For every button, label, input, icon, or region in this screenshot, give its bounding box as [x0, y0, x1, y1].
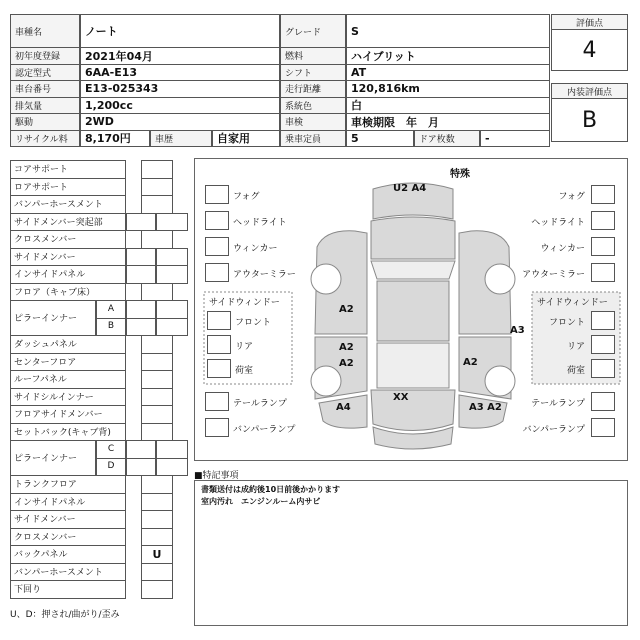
field-value: 2021年04月: [80, 47, 280, 65]
right-item-checkbox[interactable]: [591, 185, 615, 204]
pillar-sub-label: C: [96, 440, 126, 459]
frame-check-box: [156, 213, 188, 232]
frame-check-box: [141, 475, 173, 494]
right-side-window-title: サイドウィンドー: [537, 298, 608, 308]
mark-front: U2 A4: [393, 183, 427, 194]
doors-value: -: [480, 130, 550, 148]
field-label: 認定型式: [10, 64, 80, 82]
field-label: 燃料: [280, 47, 346, 65]
field-label: 走行距離: [280, 80, 346, 98]
frame-check-box: [156, 440, 188, 459]
frame-check-box: [141, 580, 173, 599]
right-window-label: フロント: [548, 318, 585, 328]
right-window-checkbox[interactable]: [591, 335, 615, 354]
pillar-sub-label: A: [96, 300, 126, 319]
car-outline: [195, 159, 629, 462]
frame-row-label: バンパーホースメント: [10, 563, 126, 582]
field-label: シフト: [280, 64, 346, 82]
notes-box: [194, 480, 628, 626]
frame-check-box: [156, 265, 188, 284]
right-item-checkbox[interactable]: [591, 237, 615, 256]
interior-score-value: B: [551, 98, 628, 142]
left-item-label: ウィンカー: [233, 244, 278, 254]
frame-check-box: [156, 300, 188, 319]
frame-check-box: [141, 388, 173, 407]
frame-check-box: [141, 370, 173, 389]
field-value: 1,200cc: [80, 97, 280, 115]
field-value: 120,816km: [346, 80, 550, 98]
frame-check-box: [156, 458, 188, 477]
frame-row-label: サイドメンバー: [10, 510, 126, 529]
frame-check-box: U: [141, 545, 173, 564]
score-value: 4: [551, 29, 628, 71]
diagram-title: 特殊: [450, 169, 470, 180]
history-value: 自家用: [212, 130, 280, 148]
left-window-label: 荷室: [235, 366, 254, 376]
left-side-window-title: サイドウィンドー: [209, 298, 280, 308]
field-label: 系統色: [280, 97, 346, 115]
field-label: 車検: [280, 113, 346, 131]
mark-right-rear: A2: [463, 357, 478, 368]
right-item-checkbox[interactable]: [591, 263, 615, 282]
frame-check-box: [141, 528, 173, 547]
frame-check-box: [141, 160, 173, 179]
frame-check-box: [126, 265, 156, 284]
frame-row-label: ピラーインナー: [10, 440, 96, 476]
frame-check-box: [141, 353, 173, 372]
frame-row-label: フロアサイドメンバー: [10, 405, 126, 424]
field-value: S: [346, 14, 550, 48]
right-window-label: リア: [566, 342, 585, 352]
frame-row-label: サイドメンバー突起部: [10, 213, 126, 232]
right-item-label: ウィンカー: [540, 244, 585, 254]
frame-check-box: [141, 405, 173, 424]
frame-check-box: [141, 423, 173, 442]
frame-row-label: フロア（キャブ床）: [10, 283, 126, 302]
frame-check-box: [126, 440, 156, 459]
frame-check-box: [156, 248, 188, 267]
frame-check-box: [126, 300, 156, 319]
frame-check-box: [126, 458, 156, 477]
right-item-label: アウターミラー: [522, 270, 585, 280]
frame-check-box: [126, 213, 156, 232]
mark-right-front: A3: [510, 325, 525, 336]
interior-score-label: 内装評価点: [551, 83, 628, 99]
field-label: 駆動: [10, 113, 80, 131]
frame-check-box: [156, 318, 188, 337]
frame-row-label: クロスメンバー: [10, 230, 126, 249]
frame-row-label: ロアサポート: [10, 178, 126, 197]
field-label: 初年度登録: [10, 47, 80, 65]
right-window-label: 荷室: [566, 366, 585, 376]
field-value: E13-025343: [80, 80, 280, 98]
left-window-checkbox[interactable]: [207, 311, 231, 330]
capacity-label: 乗車定員: [280, 130, 346, 148]
field-value: 車検期限 年 月: [346, 113, 550, 131]
frame-check-box: [141, 195, 173, 214]
frame-row-label: トランクフロア: [10, 475, 126, 494]
field-value: ハイブリット: [346, 47, 550, 65]
frame-row-label: センターフロア: [10, 353, 126, 372]
field-label: グレード: [280, 14, 346, 48]
left-window-checkbox[interactable]: [207, 335, 231, 354]
mark-rear: XX: [393, 392, 409, 403]
right-window-checkbox[interactable]: [591, 311, 615, 330]
frame-row-label: クロスメンバー: [10, 528, 126, 547]
doors-label: ドア枚数: [414, 130, 480, 148]
frame-check-box: [126, 248, 156, 267]
frame-row-label: バックパネル: [10, 545, 126, 564]
right-item-label: ヘッドライト: [531, 218, 585, 228]
frame-row-label: サイドシルインナー: [10, 388, 126, 407]
recycle-value: 8,170円: [80, 130, 150, 148]
frame-check-box: [141, 283, 173, 302]
capacity-value: 5: [346, 130, 414, 148]
left-item-label: フォグ: [233, 192, 260, 202]
frame-check-box: [141, 230, 173, 249]
mark-right-rear-quarter: A3 A2: [469, 402, 502, 413]
field-label: 車種名: [10, 14, 80, 48]
left-item-checkbox[interactable]: [205, 237, 229, 256]
frame-check-box: [141, 335, 173, 354]
right-lamp-checkbox[interactable]: [591, 418, 615, 437]
frame-check-box: [141, 493, 173, 512]
right-item-label: フォグ: [558, 192, 585, 202]
frame-row-label: バンパーホースメント: [10, 195, 126, 214]
right-lamp-label: バンパーランプ: [522, 425, 585, 435]
left-item-label: アウターミラー: [233, 270, 296, 280]
score-label: 評価点: [551, 14, 628, 30]
left-lamp-checkbox[interactable]: [205, 392, 229, 411]
field-value: 白: [346, 97, 550, 115]
recycle-label: リサイクル料: [10, 130, 80, 148]
legend: U、D：押され/曲がり/歪み: [10, 610, 120, 620]
field-label: 排気量: [10, 97, 80, 115]
left-lamp-checkbox[interactable]: [205, 418, 229, 437]
left-item-label: ヘッドライト: [233, 218, 287, 228]
left-item-checkbox[interactable]: [205, 263, 229, 282]
left-window-checkbox[interactable]: [207, 359, 231, 378]
left-item-checkbox[interactable]: [205, 211, 229, 230]
pillar-sub-label: D: [96, 458, 126, 477]
left-window-label: フロント: [235, 318, 272, 328]
field-value: 2WD: [80, 113, 280, 131]
right-window-checkbox[interactable]: [591, 359, 615, 378]
note-line: 書類送付は成約後10日前後かかります: [201, 485, 341, 494]
car-diagram-panel: [194, 158, 628, 461]
history-label: 車歴: [150, 130, 212, 148]
field-value: 6AA-E13: [80, 64, 280, 82]
frame-check-box: [141, 178, 173, 197]
field-value: ノート: [80, 14, 280, 48]
frame-row-label: ピラーインナー: [10, 300, 96, 336]
mark-left-rear-quarter: A4: [336, 402, 351, 413]
left-item-checkbox[interactable]: [205, 185, 229, 204]
notes-title: ■特記事項: [194, 471, 239, 481]
frame-row-label: サイドメンバー: [10, 248, 126, 267]
frame-row-label: ダッシュパネル: [10, 335, 126, 354]
frame-check-box: [141, 510, 173, 529]
frame-row-label: コアサポート: [10, 160, 126, 179]
right-item-checkbox[interactable]: [591, 211, 615, 230]
right-lamp-checkbox[interactable]: [591, 392, 615, 411]
mark-left-rear-door-2: A2: [339, 358, 354, 369]
frame-row-label: 下回り: [10, 580, 126, 599]
right-lamp-label: テールランプ: [531, 399, 585, 409]
field-label: 車台番号: [10, 80, 80, 98]
frame-row-label: ルーフパネル: [10, 370, 126, 389]
frame-row-label: インサイドパネル: [10, 265, 126, 284]
frame-row-label: セットバック(キャブ背): [10, 423, 126, 442]
frame-check-box: [126, 318, 156, 337]
left-lamp-label: テールランプ: [233, 399, 287, 409]
mark-left-front-door: A2: [339, 304, 354, 315]
pillar-sub-label: B: [96, 318, 126, 337]
note-line: 室内汚れ エンジンルーム内サビ: [201, 497, 321, 506]
mark-left-rear-door-1: A2: [339, 342, 354, 353]
field-value: AT: [346, 64, 550, 82]
frame-check-box: [141, 563, 173, 582]
left-window-label: リア: [235, 342, 254, 352]
left-lamp-label: バンパーランプ: [233, 425, 296, 435]
frame-row-label: インサイドパネル: [10, 493, 126, 512]
